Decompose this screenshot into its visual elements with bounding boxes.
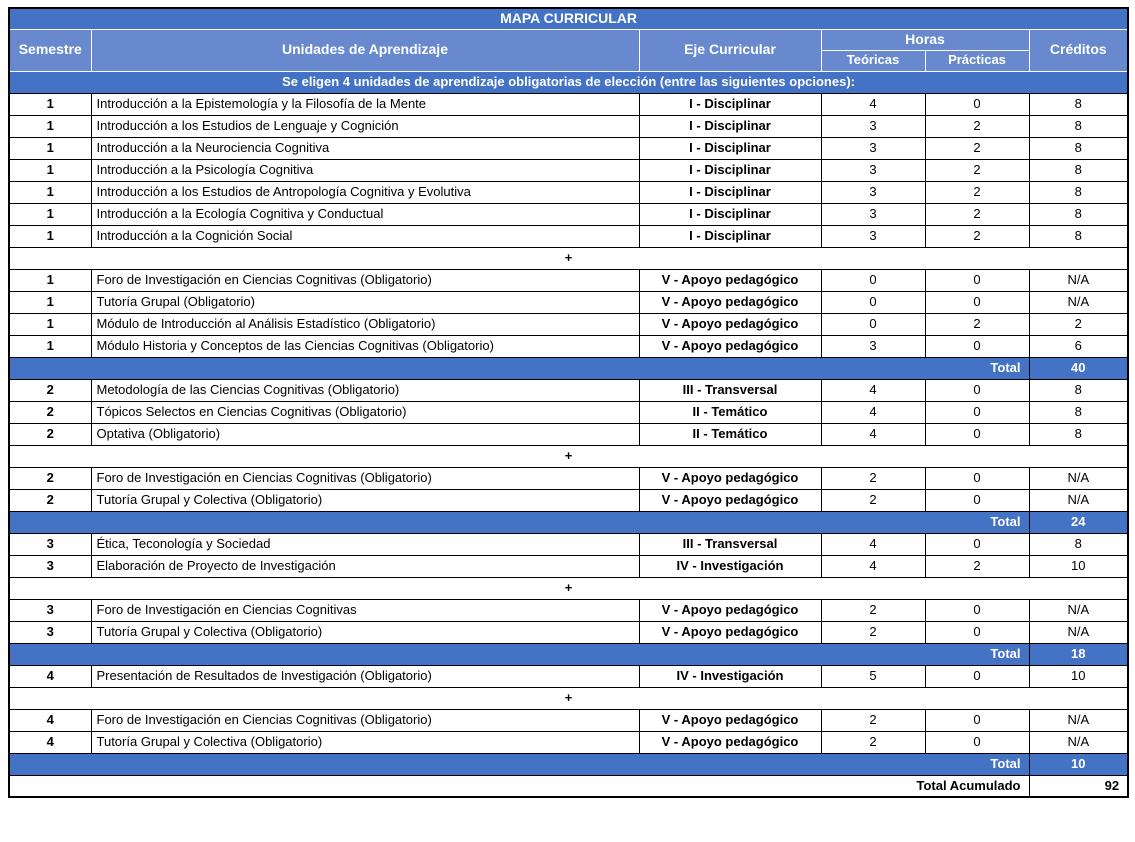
horas-practicas-cell: 0 [925, 599, 1029, 621]
eje-curricular-cell: IV - Investigación [639, 555, 821, 577]
row-plus [9, 445, 1128, 467]
semester-cell: 1 [9, 181, 91, 203]
horas-teoricas-cell: 3 [821, 137, 925, 159]
horas-practicas-cell: 0 [925, 489, 1029, 511]
plus-separator: + [9, 577, 1128, 599]
horas-teoricas-cell: 4 [821, 401, 925, 423]
creditos-cell: 8 [1029, 423, 1128, 445]
semester-cell: 1 [9, 313, 91, 335]
creditos-cell: N/A [1029, 731, 1128, 753]
eje-curricular-cell: IV - Investigación [639, 665, 821, 687]
course-name-cell: Introducción a la Psicología Cognitiva [91, 159, 639, 181]
semester-cell: 1 [9, 93, 91, 115]
creditos-cell: 8 [1029, 203, 1128, 225]
horas-practicas-cell: 2 [925, 203, 1029, 225]
course-name-cell: Introducción a los Estudios de Antropología Cognitiva y Evolutiva [91, 181, 639, 203]
horas-teoricas-cell: 3 [821, 335, 925, 357]
horas-teoricas-cell: 4 [821, 93, 925, 115]
row-plus [9, 687, 1128, 709]
horas-teoricas-cell: 0 [821, 313, 925, 335]
semester-cell: 1 [9, 335, 91, 357]
horas-teoricas-cell: 4 [821, 379, 925, 401]
eje-curricular-cell: V - Apoyo pedagógico [639, 489, 821, 511]
creditos-cell: 8 [1029, 379, 1128, 401]
horas-teoricas-cell: 3 [821, 225, 925, 247]
horas-teoricas-cell: 2 [821, 709, 925, 731]
horas-teoricas-cell: 3 [821, 181, 925, 203]
course-name-cell: Introducción a la Ecología Cognitiva y Conductual [91, 203, 639, 225]
creditos-cell: 10 [1029, 665, 1128, 687]
row-course [9, 489, 1128, 511]
horas-teoricas-cell: 3 [821, 115, 925, 137]
horas-teoricas-cell: 5 [821, 665, 925, 687]
course-name-cell: Ética, Teconología y Sociedad [91, 533, 639, 555]
creditos-cell: N/A [1029, 599, 1128, 621]
row-course [9, 731, 1128, 753]
table-title: MAPA CURRICULAR [9, 8, 1128, 29]
row-course [9, 93, 1128, 115]
plus-separator: + [9, 247, 1128, 269]
semester-total-label: Total [9, 511, 1029, 533]
eje-curricular-cell: V - Apoyo pedagógico [639, 709, 821, 731]
row-course [9, 181, 1128, 203]
course-name-cell: Introducción a la Neurociencia Cognitiva [91, 137, 639, 159]
col-header-semestre: Semestre [9, 29, 91, 71]
horas-teoricas-cell: 3 [821, 159, 925, 181]
semester-cell: 4 [9, 731, 91, 753]
row-course [9, 115, 1128, 137]
eje-curricular-cell: I - Disciplinar [639, 181, 821, 203]
semester-cell: 1 [9, 115, 91, 137]
creditos-cell: 6 [1029, 335, 1128, 357]
horas-practicas-cell: 0 [925, 379, 1029, 401]
plus-separator: + [9, 445, 1128, 467]
row-course [9, 379, 1128, 401]
plus-separator: + [9, 687, 1128, 709]
eje-curricular-cell: V - Apoyo pedagógico [639, 621, 821, 643]
col-header-eje-curricular: Eje Curricular [639, 29, 821, 71]
eje-curricular-cell: II - Temático [639, 423, 821, 445]
col-header-creditos: Créditos [1029, 29, 1128, 71]
row-course [9, 137, 1128, 159]
row-course [9, 401, 1128, 423]
eje-curricular-cell: I - Disciplinar [639, 159, 821, 181]
row-course [9, 599, 1128, 621]
grand-total-value: 92 [1029, 775, 1128, 797]
eje-curricular-cell: II - Temático [639, 401, 821, 423]
row-course [9, 533, 1128, 555]
row-course [9, 335, 1128, 357]
course-name-cell: Metodología de las Ciencias Cognitivas (Obligatorio) [91, 379, 639, 401]
horas-teoricas-cell: 2 [821, 599, 925, 621]
row-course [9, 555, 1128, 577]
horas-practicas-cell: 0 [925, 291, 1029, 313]
table-header [9, 8, 1128, 71]
creditos-cell: 8 [1029, 159, 1128, 181]
semester-total-label: Total [9, 753, 1029, 775]
creditos-cell: 8 [1029, 401, 1128, 423]
course-name-cell: Foro de Investigación en Ciencias Cognitivas (Obligatorio) [91, 709, 639, 731]
course-name-cell: Tutoría Grupal y Colectiva (Obligatorio) [91, 489, 639, 511]
course-name-cell: Introducción a la Epistemología y la Filosofía de la Mente [91, 93, 639, 115]
eje-curricular-cell: I - Disciplinar [639, 93, 821, 115]
horas-practicas-cell: 2 [925, 115, 1029, 137]
creditos-cell: 8 [1029, 115, 1128, 137]
semester-cell: 3 [9, 533, 91, 555]
horas-practicas-cell: 2 [925, 137, 1029, 159]
row-course [9, 225, 1128, 247]
row-plus [9, 247, 1128, 269]
row-course [9, 313, 1128, 335]
horas-teoricas-cell: 4 [821, 533, 925, 555]
semester-cell: 1 [9, 159, 91, 181]
creditos-cell: 8 [1029, 533, 1128, 555]
horas-practicas-cell: 2 [925, 159, 1029, 181]
eje-curricular-cell: I - Disciplinar [639, 203, 821, 225]
horas-practicas-cell: 0 [925, 665, 1029, 687]
eje-curricular-cell: V - Apoyo pedagógico [639, 291, 821, 313]
horas-teoricas-cell: 4 [821, 423, 925, 445]
row-course [9, 709, 1128, 731]
row-course [9, 203, 1128, 225]
course-name-cell: Foro de Investigación en Ciencias Cognitivas [91, 599, 639, 621]
semester-cell: 1 [9, 291, 91, 313]
semester-cell: 1 [9, 137, 91, 159]
row-course [9, 159, 1128, 181]
creditos-cell: 8 [1029, 181, 1128, 203]
row-course [9, 269, 1128, 291]
creditos-cell: 8 [1029, 137, 1128, 159]
creditos-cell: 2 [1029, 313, 1128, 335]
course-name-cell: Foro de Investigación en Ciencias Cognitivas (Obligatorio) [91, 269, 639, 291]
horas-practicas-cell: 2 [925, 181, 1029, 203]
eje-curricular-cell: I - Disciplinar [639, 225, 821, 247]
horas-teoricas-cell: 2 [821, 489, 925, 511]
eje-curricular-cell: V - Apoyo pedagógico [639, 467, 821, 489]
creditos-cell: 10 [1029, 555, 1128, 577]
row-total [9, 511, 1128, 533]
row-total [9, 643, 1128, 665]
horas-practicas-cell: 2 [925, 225, 1029, 247]
course-name-cell: Foro de Investigación en Ciencias Cognitivas (Obligatorio) [91, 467, 639, 489]
row-note [9, 71, 1128, 93]
course-name-cell: Introducción a la Cognición Social [91, 225, 639, 247]
semester-total-value: 40 [1029, 357, 1128, 379]
course-name-cell: Tutoría Grupal y Colectiva (Obligatorio) [91, 621, 639, 643]
horas-practicas-cell: 0 [925, 709, 1029, 731]
eje-curricular-cell: I - Disciplinar [639, 115, 821, 137]
semester-cell: 4 [9, 709, 91, 731]
semester-total-value: 24 [1029, 511, 1128, 533]
horas-practicas-cell: 0 [925, 269, 1029, 291]
row-course [9, 291, 1128, 313]
row-plus [9, 577, 1128, 599]
eje-curricular-cell: V - Apoyo pedagógico [639, 599, 821, 621]
semester-total-label: Total [9, 643, 1029, 665]
column-header-row [9, 29, 1128, 50]
semester-cell: 1 [9, 225, 91, 247]
course-name-cell: Módulo de Introducción al Análisis Estadístico (Obligatorio) [91, 313, 639, 335]
creditos-cell: N/A [1029, 467, 1128, 489]
elective-note: Se eligen 4 unidades de aprendizaje obligatorias de elección (entre las siguientes opciones): [9, 71, 1128, 93]
eje-curricular-cell: I - Disciplinar [639, 137, 821, 159]
row-course [9, 423, 1128, 445]
course-name-cell: Optativa (Obligatorio) [91, 423, 639, 445]
col-header-unidades: Unidades de Aprendizaje [91, 29, 639, 71]
curriculum-map-table [8, 7, 1129, 798]
horas-practicas-cell: 0 [925, 423, 1029, 445]
semester-cell: 4 [9, 665, 91, 687]
semester-total-value: 18 [1029, 643, 1128, 665]
horas-teoricas-cell: 2 [821, 467, 925, 489]
creditos-cell: N/A [1029, 489, 1128, 511]
horas-practicas-cell: 0 [925, 401, 1029, 423]
semester-cell: 2 [9, 467, 91, 489]
horas-practicas-cell: 0 [925, 621, 1029, 643]
col-header-practicas: Prácticas [925, 50, 1029, 71]
course-name-cell: Módulo Historia y Conceptos de las Ciencias Cognitivas (Obligatorio) [91, 335, 639, 357]
horas-teoricas-cell: 0 [821, 269, 925, 291]
creditos-cell: N/A [1029, 621, 1128, 643]
row-total [9, 753, 1128, 775]
semester-cell: 2 [9, 489, 91, 511]
semester-cell: 1 [9, 269, 91, 291]
horas-practicas-cell: 0 [925, 467, 1029, 489]
horas-practicas-cell: 0 [925, 93, 1029, 115]
horas-practicas-cell: 0 [925, 533, 1029, 555]
semester-cell: 3 [9, 599, 91, 621]
semester-cell: 2 [9, 379, 91, 401]
semester-total-label: Total [9, 357, 1029, 379]
creditos-cell: N/A [1029, 291, 1128, 313]
row-course [9, 467, 1128, 489]
row-total [9, 357, 1128, 379]
col-header-teoricas: Teóricas [821, 50, 925, 71]
horas-practicas-cell: 0 [925, 731, 1029, 753]
horas-practicas-cell: 2 [925, 313, 1029, 335]
course-name-cell: Elaboración de Proyecto de Investigación [91, 555, 639, 577]
eje-curricular-cell: V - Apoyo pedagógico [639, 335, 821, 357]
semester-cell: 2 [9, 423, 91, 445]
row-course [9, 665, 1128, 687]
horas-teoricas-cell: 3 [821, 203, 925, 225]
col-header-horas: Horas [821, 29, 1029, 50]
horas-teoricas-cell: 4 [821, 555, 925, 577]
eje-curricular-cell: V - Apoyo pedagógico [639, 731, 821, 753]
horas-teoricas-cell: 2 [821, 621, 925, 643]
course-name-cell: Presentación de Resultados de Investigación (Obligatorio) [91, 665, 639, 687]
eje-curricular-cell: III - Transversal [639, 379, 821, 401]
creditos-cell: 8 [1029, 93, 1128, 115]
semester-cell: 3 [9, 555, 91, 577]
table-body [9, 71, 1128, 797]
row-course [9, 621, 1128, 643]
row-grand_total [9, 775, 1128, 797]
semester-cell: 2 [9, 401, 91, 423]
course-name-cell: Introducción a los Estudios de Lenguaje y Cognición [91, 115, 639, 137]
horas-teoricas-cell: 0 [821, 291, 925, 313]
grand-total-label: Total Acumulado [9, 775, 1029, 797]
creditos-cell: N/A [1029, 269, 1128, 291]
eje-curricular-cell: V - Apoyo pedagógico [639, 269, 821, 291]
course-name-cell: Tutoría Grupal (Obligatorio) [91, 291, 639, 313]
horas-teoricas-cell: 2 [821, 731, 925, 753]
course-name-cell: Tutoría Grupal y Colectiva (Obligatorio) [91, 731, 639, 753]
semester-total-value: 10 [1029, 753, 1128, 775]
creditos-cell: 8 [1029, 225, 1128, 247]
creditos-cell: N/A [1029, 709, 1128, 731]
semester-cell: 3 [9, 621, 91, 643]
horas-practicas-cell: 0 [925, 335, 1029, 357]
eje-curricular-cell: V - Apoyo pedagógico [639, 313, 821, 335]
semester-cell: 1 [9, 203, 91, 225]
course-name-cell: Tópicos Selectos en Ciencias Cognitivas (Obligatorio) [91, 401, 639, 423]
eje-curricular-cell: III - Transversal [639, 533, 821, 555]
title-row [9, 8, 1128, 29]
horas-practicas-cell: 2 [925, 555, 1029, 577]
